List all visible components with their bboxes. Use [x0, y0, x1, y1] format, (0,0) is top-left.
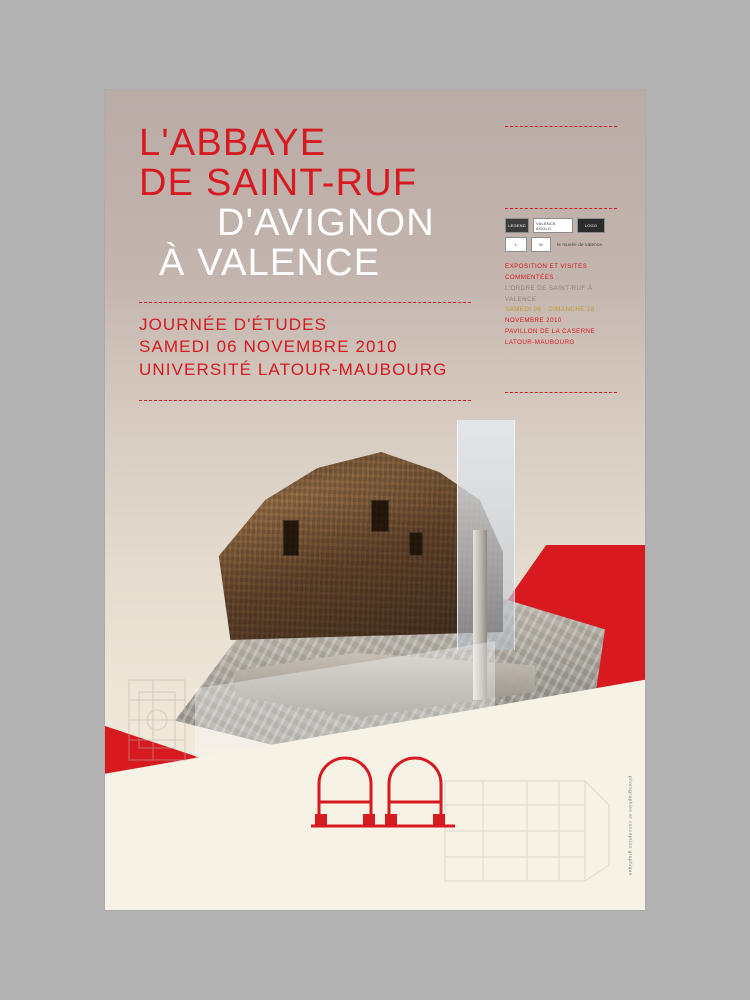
info-line-6: PAVILLON DE LA CASERNE: [505, 328, 596, 336]
right-column: [505, 218, 623, 349]
partner-logo: VALENCE AGGLO: [533, 218, 573, 233]
partner-logo: L: [505, 237, 527, 252]
side-credit: photographies et conception graphique: [628, 775, 633, 876]
partner-logo: LOGO: [577, 218, 605, 233]
headline-line-3: D'AVIGNON: [217, 201, 435, 244]
partner-logos: [505, 218, 623, 252]
exhibition-info: [505, 262, 623, 349]
ruin-window: [371, 500, 389, 532]
info-line-5: NOVEMBRE 2010: [505, 317, 562, 325]
info-line-7: LATOUR-MAUBOURG: [505, 338, 575, 346]
divider-subtitle-top: [139, 302, 471, 303]
divider-subtitle-bottom: [139, 400, 471, 401]
architectural-plan-grey-left: [123, 670, 253, 780]
museum-logo-label: le musée de valence.: [557, 242, 604, 247]
poster: [105, 90, 645, 910]
poster-subtitle: [139, 314, 448, 381]
architectural-plan-red: [305, 742, 465, 842]
ruin-window: [283, 520, 299, 556]
info-line-2: COMMENTÉES :: [505, 273, 559, 281]
info-line-1: EXPOSITION ET VISITES: [505, 263, 588, 270]
ruin-window: [409, 532, 423, 556]
subtitle-line-3: UNIVERSITÉ LATOUR-MAUBOURG: [139, 359, 448, 379]
divider-right-middle: [505, 208, 617, 209]
headline-line-2: DE SAINT-RUF: [139, 161, 418, 204]
divider-right-bottom: [505, 392, 617, 393]
partner-logo: LEGEND: [505, 218, 529, 233]
headline-line-4: À VALENCE: [159, 241, 381, 284]
headline-line-1: L'ABBAYE: [139, 122, 327, 164]
info-line-4: SAMEDI 06 · DIMANCHE 28: [505, 306, 595, 314]
info-line-3: L'ORDRE DE SAINT-RUF À VALENCE: [505, 284, 593, 303]
divider-right-top: [505, 126, 617, 127]
poster-headline: [139, 124, 539, 284]
subtitle-line-2: SAMEDI 06 NOVEMBRE 2010: [139, 337, 398, 357]
subtitle-line-1: JOURNÉE D'ÉTUDES: [139, 315, 328, 334]
partner-logo: M: [531, 237, 551, 252]
